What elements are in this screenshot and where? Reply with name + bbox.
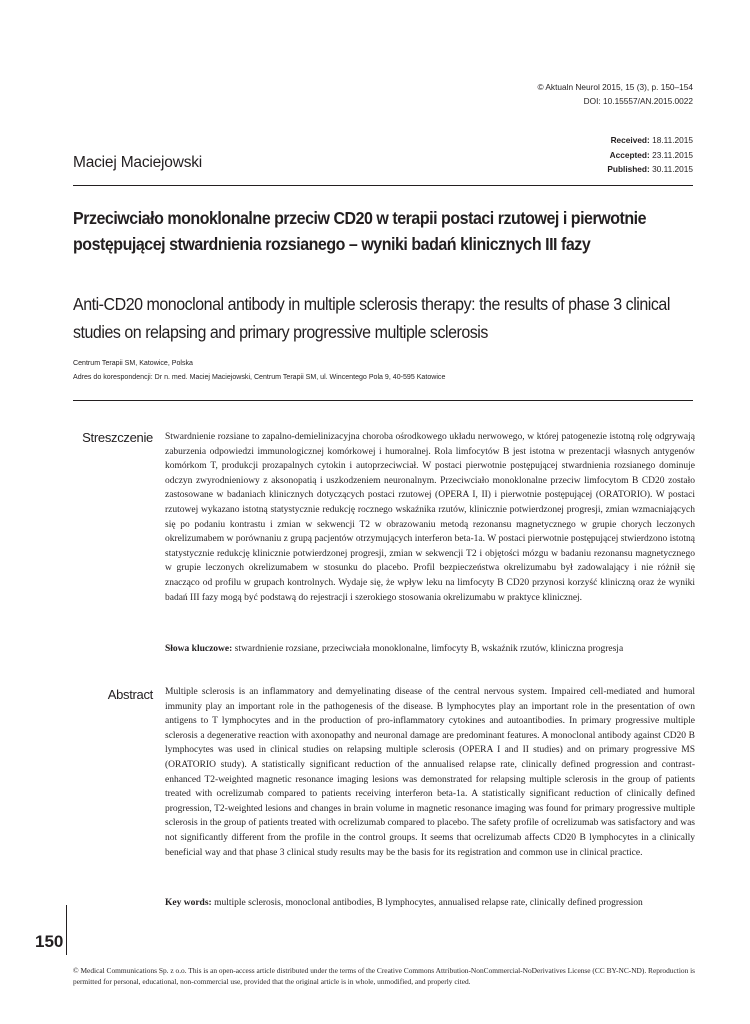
received-date: 18.11.2015	[652, 135, 693, 145]
keywords-label-pl: Słowa kluczowe:	[165, 644, 233, 654]
citation: © Aktualn Neurol 2015, 15 (3), p. 150–154	[537, 82, 693, 92]
author-name: Maciej Maciejowski	[73, 154, 203, 171]
doi: DOI: 10.15557/AN.2015.0022	[583, 96, 693, 106]
keywords-en: multiple sclerosis, monoclonal antibodies, B lymphocytes, annualised relapse rate, clinically defined progression	[214, 898, 643, 908]
page-number: 150	[35, 932, 64, 951]
abstract-body	[165, 685, 695, 860]
streszczenie-keywords	[165, 642, 705, 656]
streszczenie-label: Streszczenie	[82, 430, 153, 445]
accepted-date: 23.11.2015	[652, 149, 693, 160]
header-rule	[73, 185, 693, 186]
streszczenie-body	[165, 430, 695, 605]
title-english: Anti-CD20 monoclonal antibody in multiple sclerosis therapy: the results of phase 3 clinical studies on relapsing and primary progressive multiple sclerosis	[73, 294, 670, 342]
abstract-label: Abstract	[107, 687, 153, 702]
accepted-label: Accepted:	[609, 149, 650, 160]
abstract-text: Multiple sclerosis is an inflammatory and demyelinating disease of the central nervous system. Impaired cell-mediated and humoral immunity play an important role in the pathogenesis of the disease. B lymphocytes play an important role in the presentation of own antigens to T lymphocytes and in the production of pro-inflammatory cytokines and autoantibodies. In primary progressive multiple sclerosis a degenerative reaction with axonopathy and neuronal damage are predominant features. A monoclonal antibody against CD20 B lymphocytes was used in clinical studies on relapsing multiple sclerosis (OPERA I and II studies) and on primary progressive MS (ORATORIO study). A statistically significant reduction of the annualised relapse rate, clinically defined progression and contrast-enhanced T2-weighted magnetic resonance imaging lesions was demonstrated for relapsing multiple sclerosis in the group of patients treated with ocrelizumab compared to patients receiving interferon beta-1a. A statistically significant reduction of clinically defined progression, T2-weighted lesions and changes in brain volume in magnetic resonance imaging was found for primary progressive multiple sclerosis in the group of patients treated with ocrelizumab compared to placebo. The safety profile of ocrelizumab was satisfactory and was not significantly different from the profile in the control groups. It seems that ocrelizumab affects CD20 B lymphocytes in a clinically beneficial way and that phase 3 clinical study results may be the basis for its registration and common use in clinical practice.	[165, 687, 695, 858]
page-marker-line	[66, 905, 67, 955]
affiliation: Centrum Terapii SM, Katowice, Polska	[73, 358, 193, 367]
section-rule	[73, 400, 693, 401]
license-footer: © Medical Communications Sp. z o.o. This is an open-access article distributed under the terms of the Creative Commons Attribution-NonCommercial-NoDerivatives License (CC BY-NC-ND). Reproduction is permitted for personal, educational, non-commercial use, provided that the original article is in whole, unmodified, and properly cited.	[73, 966, 696, 986]
published-label: Published:	[607, 164, 650, 174]
keywords-pl: stwardnienie rozsiane, przeciwciała monoklonalne, limfocyty B, wskaźnik rzutów, kliniczna progresja	[234, 644, 624, 654]
dates-block	[607, 133, 693, 177]
received-label: Received:	[610, 135, 650, 145]
streszczenie-text: Stwardnienie rozsiane to zapalno-demielinizacyjna choroba ośrodkowego układu nerwowego, w której patogenezie istotną rolę odgrywają zaburzenia odpowiedzi immunologicznej komórkowej i humoralnej. Rola limfocytów B jest istotna w prezentacji własnych antygenów komórkom T, produkcji prozapalnych cytokin i autoprzeciwciał. W postaci pierwotnie postępującej stwardnienia rozsianego dominuje odczyn zwyrodnieniowy z aksonopatią i uszkodzeniem neuronalnym. Przeciwciało monoklonalne przeciw limfocytom B CD20 zostało zastosowane w badaniach klinicznych dotyczących postaci rzutowej (OPERA I, II) i pierwotnie postępującej (ORATORIO). W postaci rzutowej wykazano istotną statystycznie redukcję rocznego wskaźnika rzutów, klinicznie potwierdzonej progresji, zmian wzmacniających się po podaniu kontrastu i zmian w sekwencji T2 w obrazowaniu metodą rezonansu magnetycznego w grupie chorych leczonych okrelizumabem w porównaniu z grupą pacjentów otrzymujących interferon beta-1a. W postaci pierwotnie postępującej stwierdzono istotną statystycznie redukcję klinicznie potwierdzonej progresji, zmian w sekwencji T2 i objętości mózgu w badaniu rezonansu magnetycznego w grupie leczonych okrelizumabem w stosunku do placebo. Profil bezpieczeństwa okrelizumabu był zadowalający i nie różnił się znacząco od profilu w grupach kontrolnych. Wydaje się, że wpływ leku na limfocyty B CD20 przynosi korzyść kliniczną oraz że wyniki badań III fazy mogą być podstawą do rejestracji i szerokiego stosowania okrelizumabu w praktyce klinicznej.	[165, 432, 695, 603]
correspondence: Adres do korespondencji: Dr n. med. Maciej Maciejowski, Centrum Terapii SM, ul. Wincentego Pola 9, 40-595 Katowice	[73, 371, 446, 381]
citation-block	[537, 80, 693, 108]
affiliation-block	[73, 356, 445, 383]
keywords-label-en: Key words:	[165, 898, 212, 908]
abstract-keywords	[165, 896, 705, 910]
published-date: 30.11.2015	[652, 164, 693, 174]
title-polish: Przeciwciało monoklonalne przeciw CD20 w terapii postaci rzutowej i pierwotnie postępującej stwardnienia rozsianego – wyniki badań klinicznych III fazy	[73, 208, 647, 254]
